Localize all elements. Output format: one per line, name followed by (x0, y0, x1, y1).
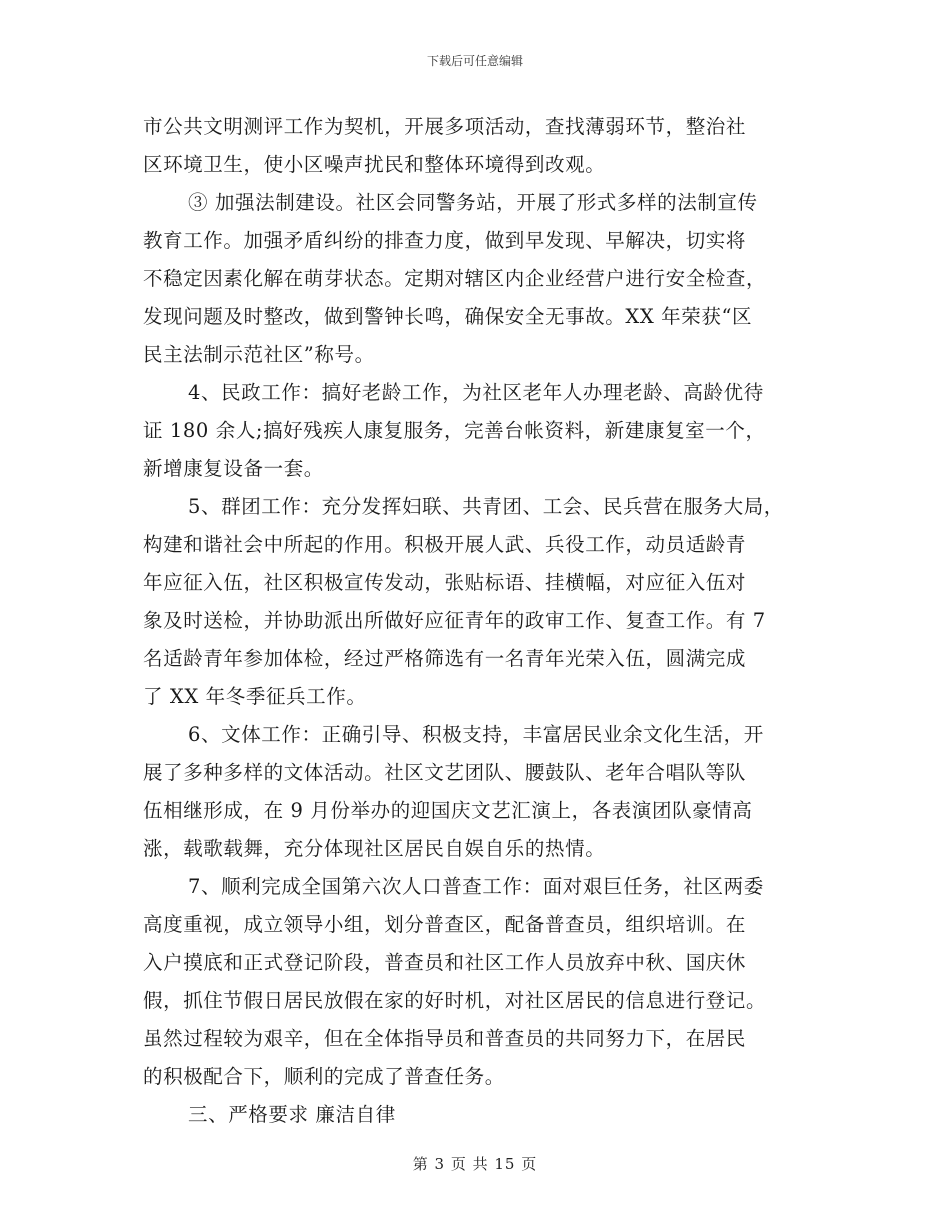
paragraph-start-line: ③ 加强法制建设。社区会同警务站，开展了形式多样的法制宣传 (188, 191, 758, 214)
text-line: 年应征入伍，社区积极宣传发动，张贴标语、挂横幅，对应征入伍对 (143, 571, 747, 594)
text-line: 假，抓住节假日居民放假在家的好时机，对社区居民的信息进行登记。 (143, 989, 767, 1012)
text-line: 高度重视，成立领导小组，划分普查区，配备普查员，组织培训。在 (143, 913, 747, 936)
text-line: 构建和谐社会中所起的作用。积极开展人武、兵役工作，动员适龄青 (143, 533, 747, 556)
text-line: 的积极配合下，顺利的完成了普查任务。 (143, 1065, 505, 1088)
text-line: 展了多种多样的文体活动。社区文艺团队、腰鼓队、老年合唱队等队 (143, 761, 747, 784)
document-body (143, 108, 823, 1134)
page-header: 下载后可任意编辑 (426, 54, 523, 68)
section-heading: 三、严格要求 廉洁自律 (188, 1103, 396, 1126)
text-line: 不稳定因素化解在萌芽状态。定期对辖区内企业经营户进行安全检查， (143, 267, 767, 290)
text-line: 涨，载歌载舞，充分体现社区居民自娱自乐的热情。 (143, 837, 606, 860)
text-line: 了 XX 年冬季征兵工作。 (143, 685, 367, 708)
paragraph-start-line: 6、文体工作：正确引导、积极支持，丰富居民业余文化生活，开 (188, 723, 764, 746)
text-line: 入户摸底和正式登记阶段，普查员和社区工作人员放弃中秋、国庆休 (143, 951, 747, 974)
text-line: 虽然过程较为艰辛，但在全体指导员和普查员的共同努力下，在居民 (143, 1027, 747, 1050)
text-line: 发现问题及时整改，做到警钟长鸣，确保安全无事故。XX 年荣获“区 (143, 305, 753, 328)
text-line: 区环境卫生，使小区噪声扰民和整体环境得到改观。 (143, 153, 606, 176)
text-line: 市公共文明测评工作为契机，开展多项活动，查找薄弱环节，整治社 (143, 115, 747, 138)
text-line: 新增康复设备一套。 (143, 457, 324, 480)
text-line: 证 180 余人;搞好残疾人康复服务，完善台帐资料，新建康复室一个， (143, 419, 766, 442)
page-footer: 第 3 页 共 15 页 (412, 1155, 538, 1173)
text-line: 民主法制示范社区”称号。 (143, 343, 375, 366)
paragraph-start-line: 7、顺利完成全国第六次人口普查工作：面对艰巨任务，社区两委 (188, 875, 764, 898)
text-line: 伍相继形成，在 9 月份举办的迎国庆文艺汇演上，各表演团队豪情高 (143, 799, 753, 822)
text-line: 名适龄青年参加体检，经过严格筛选有一名青年光荣入伍，圆满完成 (143, 647, 747, 670)
text-line: 教育工作。加强矛盾纠纷的排查力度，做到早发现、早解决，切实将 (143, 229, 747, 252)
paragraph-start-line: 5、群团工作：充分发挥妇联、共青团、工会、民兵营在服务大局， (188, 495, 784, 518)
paragraph-start-line: 4、民政工作：搞好老龄工作，为社区老年人办理老龄、高龄优待 (188, 381, 764, 404)
text-line: 象及时送检，并协助派出所做好应征青年的政审工作、复查工作。有 7 (143, 609, 766, 632)
